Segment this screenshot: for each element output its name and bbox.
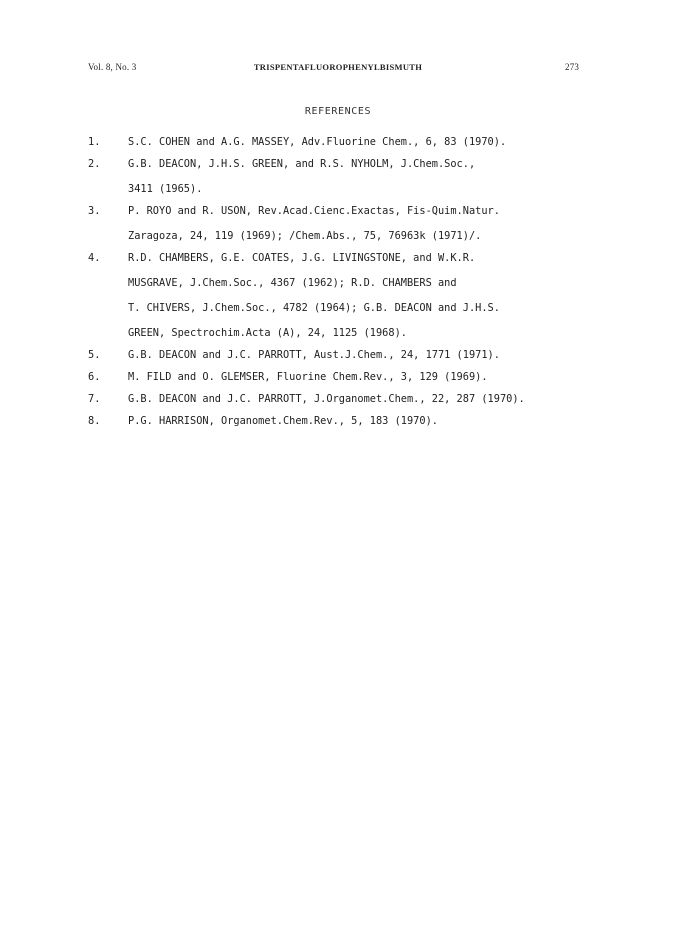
reference-number: 5.	[88, 349, 101, 361]
reference-number: 8.	[88, 415, 101, 427]
reference-line: R.D. CHAMBERS, G.E. COATES, J.G. LIVINGSTONE, and W.K.R.	[128, 252, 476, 264]
reference-line: S.C. COHEN and A.G. MASSEY, Adv.Fluorine Chem., 6, 83 (1970).	[128, 136, 507, 148]
reference-line: G.B. DEACON and J.C. PARROTT, Aust.J.Chem., 24, 1771 (1971).	[128, 349, 500, 361]
reference-item	[88, 205, 608, 243]
reference-item	[88, 393, 608, 406]
reference-item	[88, 158, 608, 196]
reference-line: 3411 (1965).	[128, 183, 203, 195]
reference-item	[88, 252, 608, 340]
volume-issue: Vol. 8, No. 3	[88, 62, 137, 72]
reference-list	[88, 136, 608, 437]
reference-line: Zaragoza, 24, 119 (1969); /Chem.Abs., 75, 76963k (1971)/.	[128, 230, 482, 242]
reference-item	[88, 415, 608, 428]
reference-line: GREEN, Spectrochim.Acta (A), 24, 1125 (1968).	[128, 327, 407, 339]
reference-line: P. ROYO and R. USON, Rev.Acad.Cienc.Exactas, Fis-Quim.Natur.	[128, 205, 500, 217]
reference-item	[88, 136, 608, 149]
references-heading: REFERENCES	[304, 106, 372, 117]
page-number: 273	[565, 62, 580, 72]
reference-number: 2.	[88, 158, 101, 170]
reference-line: G.B. DEACON and J.C. PARROTT, J.Organomet.Chem., 22, 287 (1970).	[128, 393, 525, 405]
reference-line: G.B. DEACON, J.H.S. GREEN, and R.S. NYHOLM, J.Chem.Soc.,	[128, 158, 476, 170]
reference-number: 7.	[88, 393, 101, 405]
reference-number: 6.	[88, 371, 101, 383]
reference-line: T. CHIVERS, J.Chem.Soc., 4782 (1964); G.B. DEACON and J.H.S.	[128, 302, 500, 314]
reference-line: P.G. HARRISON, Organomet.Chem.Rev., 5, 183 (1970).	[128, 415, 438, 427]
reference-line: MUSGRAVE, J.Chem.Soc., 4367 (1962); R.D. CHAMBERS and	[128, 277, 457, 289]
reference-number: 3.	[88, 205, 101, 217]
reference-item	[88, 371, 608, 384]
reference-item	[88, 349, 608, 362]
running-title: TRISPENTAFLUOROPHENYLBISMUTH	[253, 62, 423, 72]
reference-line: M. FILD and O. GLEMSER, Fluorine Chem.Rev., 3, 129 (1969).	[128, 371, 488, 383]
reference-number: 1.	[88, 136, 101, 148]
reference-number: 4.	[88, 252, 101, 264]
